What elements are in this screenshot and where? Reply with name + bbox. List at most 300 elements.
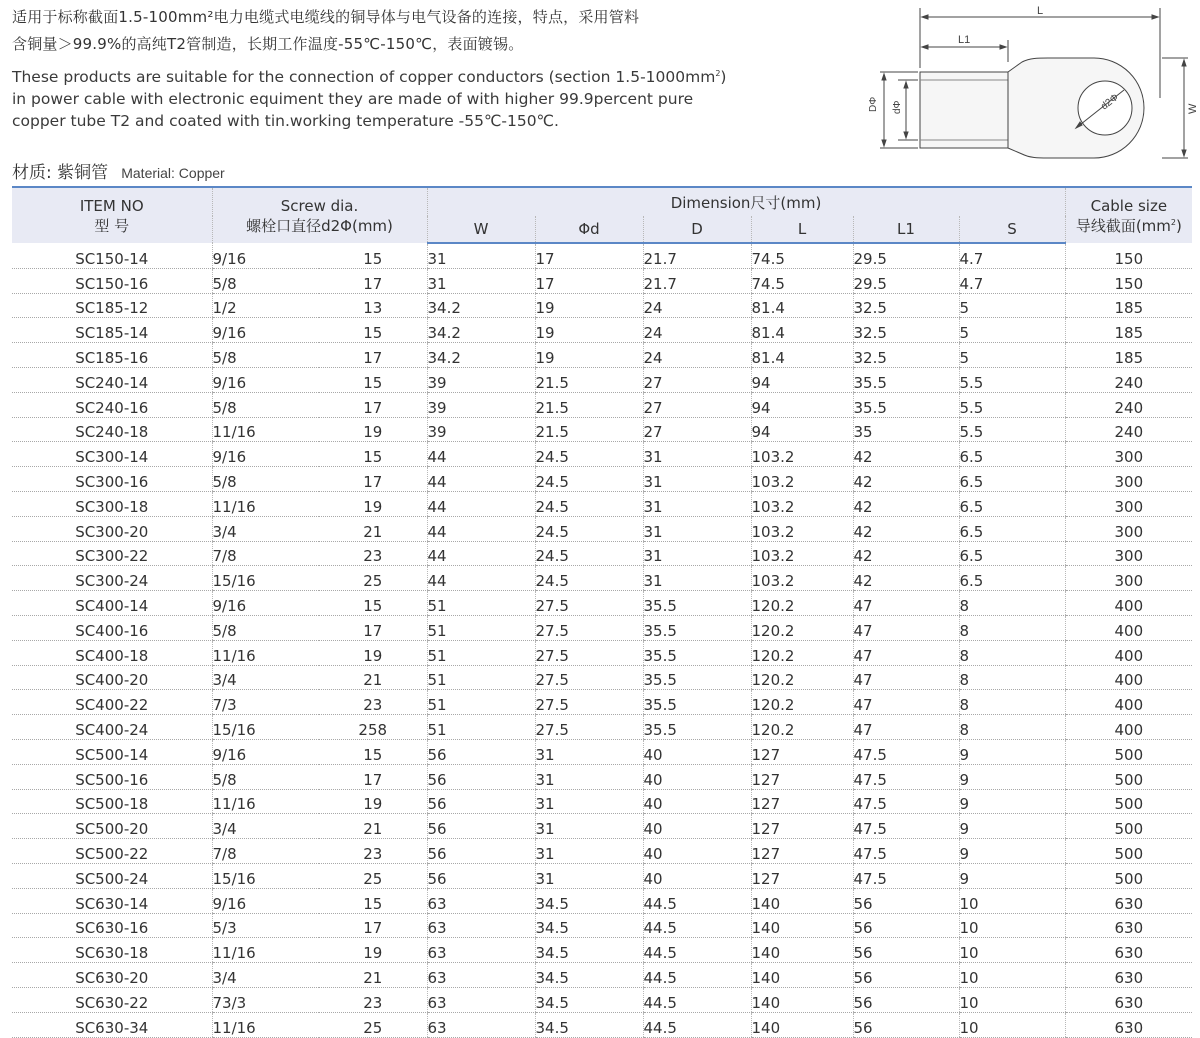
l-cell: 120.2	[751, 591, 853, 616]
intro-text	[12, 4, 812, 132]
cable-size-cell: 300	[1065, 516, 1192, 541]
s-cell: 8	[959, 640, 1065, 665]
table-row	[12, 839, 1192, 864]
l-cell: 120.2	[751, 715, 853, 740]
screw-mm-cell: 15	[319, 318, 427, 343]
l1-cell: 29.5	[853, 243, 959, 268]
w-cell: 44	[427, 541, 535, 566]
phi-d-cell: 31	[535, 739, 643, 764]
item-no-cell: SC150-16	[12, 268, 212, 293]
phi-d-cell: 31	[535, 789, 643, 814]
intro-en-line-1-sup: 2	[715, 68, 721, 78]
w-cell: 34.2	[427, 293, 535, 318]
l1-cell: 42	[853, 541, 959, 566]
w-cell: 44	[427, 566, 535, 591]
l-cell: 94	[751, 417, 853, 442]
l1-cell: 42	[853, 442, 959, 467]
l-cell: 127	[751, 863, 853, 888]
l-cell: 140	[751, 987, 853, 1012]
item-no-cell: SC400-16	[12, 615, 212, 640]
w-cell: 44	[427, 491, 535, 516]
d-cell: 31	[643, 491, 751, 516]
l1-cell: 42	[853, 516, 959, 541]
item-no-cell: SC300-20	[12, 516, 212, 541]
cable-size-cell: 500	[1065, 789, 1192, 814]
screw-inch-cell: 73/3	[212, 987, 319, 1012]
item-no-cell: SC500-20	[12, 814, 212, 839]
d-cell: 24	[643, 293, 751, 318]
screw-inch-cell: 7/8	[212, 839, 319, 864]
header-cable-size	[1065, 187, 1192, 243]
table-row	[12, 591, 1192, 616]
table-row	[12, 491, 1192, 516]
screw-mm-cell: 23	[319, 541, 427, 566]
cable-size-cell: 630	[1065, 1012, 1192, 1037]
table-row	[12, 640, 1192, 665]
phi-d-cell: 27.5	[535, 715, 643, 740]
header-cable-size-zh-close: )	[1175, 216, 1182, 235]
l1-cell: 56	[853, 913, 959, 938]
item-no-cell: SC240-14	[12, 367, 212, 392]
screw-mm-cell: 17	[319, 268, 427, 293]
screw-inch-cell: 9/16	[212, 888, 319, 913]
table-row	[12, 913, 1192, 938]
w-cell: 51	[427, 665, 535, 690]
d-cell: 27	[643, 367, 751, 392]
table-row	[12, 789, 1192, 814]
phi-d-cell: 17	[535, 268, 643, 293]
l1-cell: 32.5	[853, 293, 959, 318]
screw-inch-cell: 9/16	[212, 367, 319, 392]
phi-d-cell: 19	[535, 343, 643, 368]
screw-mm-cell: 21	[319, 963, 427, 988]
item-no-cell: SC150-14	[12, 243, 212, 268]
d-cell: 27	[643, 417, 751, 442]
s-cell: 6.5	[959, 442, 1065, 467]
phi-d-cell: 24.5	[535, 516, 643, 541]
screw-mm-cell: 25	[319, 1012, 427, 1037]
w-cell: 56	[427, 789, 535, 814]
phi-d-cell: 31	[535, 764, 643, 789]
screw-mm-cell: 21	[319, 665, 427, 690]
phi-d-cell: 31	[535, 863, 643, 888]
item-no-cell: SC300-24	[12, 566, 212, 591]
w-cell: 51	[427, 591, 535, 616]
screw-mm-cell: 25	[319, 863, 427, 888]
d-cell: 24	[643, 343, 751, 368]
cable-size-cell: 150	[1065, 268, 1192, 293]
phi-d-cell: 27.5	[535, 615, 643, 640]
l1-cell: 56	[853, 888, 959, 913]
cable-size-cell: 300	[1065, 467, 1192, 492]
header-item-no	[12, 187, 212, 243]
table-row	[12, 863, 1192, 888]
table-row	[12, 516, 1192, 541]
screw-mm-cell: 25	[319, 566, 427, 591]
header-cable-size-zh	[1066, 216, 1193, 236]
phi-d-cell: 34.5	[535, 1012, 643, 1037]
screw-inch-cell: 15/16	[212, 715, 319, 740]
w-cell: 63	[427, 987, 535, 1012]
cable-size-cell: 400	[1065, 591, 1192, 616]
screw-mm-cell: 13	[319, 293, 427, 318]
s-cell: 9	[959, 863, 1065, 888]
diagram-label-W: W	[1187, 103, 1199, 114]
l1-cell: 56	[853, 1012, 959, 1037]
intro-en-block	[12, 66, 812, 132]
screw-inch-cell: 3/4	[212, 665, 319, 690]
cable-size-cell: 400	[1065, 665, 1192, 690]
screw-mm-cell: 19	[319, 417, 427, 442]
l-cell: 74.5	[751, 243, 853, 268]
s-cell: 9	[959, 764, 1065, 789]
phi-d-cell: 21.5	[535, 417, 643, 442]
s-cell: 10	[959, 913, 1065, 938]
intro-zh-line-2: 含铜量＞99.9%的高纯T2管制造，长期工作温度-55℃-150℃，表面镀锡。	[12, 35, 524, 53]
l1-cell: 35.5	[853, 367, 959, 392]
screw-inch-cell: 15/16	[212, 566, 319, 591]
material-en: Material: Copper	[121, 165, 225, 181]
screw-mm-cell: 15	[319, 243, 427, 268]
w-cell: 39	[427, 417, 535, 442]
l-cell: 127	[751, 789, 853, 814]
w-cell: 44	[427, 516, 535, 541]
w-cell: 39	[427, 392, 535, 417]
phi-d-cell: 19	[535, 293, 643, 318]
screw-inch-cell: 11/16	[212, 640, 319, 665]
screw-inch-cell: 5/8	[212, 764, 319, 789]
screw-inch-cell: 9/16	[212, 442, 319, 467]
w-cell: 51	[427, 640, 535, 665]
l1-cell: 47.5	[853, 739, 959, 764]
d-cell: 40	[643, 839, 751, 864]
header-s: S	[959, 216, 1065, 243]
l1-cell: 47.5	[853, 764, 959, 789]
screw-inch-cell: 3/4	[212, 814, 319, 839]
l1-cell: 56	[853, 963, 959, 988]
phi-d-cell: 24.5	[535, 467, 643, 492]
phi-d-cell: 24.5	[535, 566, 643, 591]
l1-cell: 47	[853, 665, 959, 690]
l-cell: 103.2	[751, 442, 853, 467]
cable-size-cell: 400	[1065, 715, 1192, 740]
header-cable-size-zh-text: 导线截面(mm	[1075, 216, 1171, 235]
phi-d-cell: 31	[535, 814, 643, 839]
screw-mm-cell: 17	[319, 764, 427, 789]
table-row	[12, 243, 1192, 268]
phi-d-cell: 34.5	[535, 913, 643, 938]
cable-size-cell: 400	[1065, 640, 1192, 665]
screw-inch-cell: 11/16	[212, 491, 319, 516]
header-item-no-zh: 型 号	[94, 216, 130, 235]
table-row	[12, 814, 1192, 839]
d-cell: 24	[643, 318, 751, 343]
s-cell: 4.7	[959, 268, 1065, 293]
cable-size-cell: 500	[1065, 863, 1192, 888]
item-no-cell: SC500-24	[12, 863, 212, 888]
item-no-cell: SC300-22	[12, 541, 212, 566]
cable-size-cell: 630	[1065, 963, 1192, 988]
d-cell: 35.5	[643, 665, 751, 690]
l-cell: 140	[751, 913, 853, 938]
l-cell: 127	[751, 814, 853, 839]
d-cell: 44.5	[643, 913, 751, 938]
d-cell: 44.5	[643, 888, 751, 913]
l-cell: 103.2	[751, 566, 853, 591]
w-cell: 56	[427, 814, 535, 839]
item-no-cell: SC240-16	[12, 392, 212, 417]
header-screw-dia-zh: 螺栓口直径d2Φ(mm)	[246, 216, 393, 235]
table-row	[12, 318, 1192, 343]
l-cell: 81.4	[751, 293, 853, 318]
s-cell: 6.5	[959, 541, 1065, 566]
l-cell: 94	[751, 392, 853, 417]
header-item-no-en: ITEM NO	[79, 196, 144, 215]
w-cell: 51	[427, 615, 535, 640]
s-cell: 5	[959, 318, 1065, 343]
d-cell: 21.7	[643, 268, 751, 293]
l1-cell: 29.5	[853, 268, 959, 293]
l-cell: 103.2	[751, 467, 853, 492]
screw-inch-cell: 7/3	[212, 690, 319, 715]
item-no-cell: SC300-14	[12, 442, 212, 467]
item-no-cell: SC400-22	[12, 690, 212, 715]
cable-size-cell: 300	[1065, 442, 1192, 467]
d-cell: 35.5	[643, 640, 751, 665]
screw-inch-cell: 5/8	[212, 343, 319, 368]
screw-inch-cell: 15/16	[212, 863, 319, 888]
w-cell: 44	[427, 442, 535, 467]
cable-size-cell: 500	[1065, 764, 1192, 789]
d-cell: 31	[643, 467, 751, 492]
l1-cell: 56	[853, 938, 959, 963]
cable-size-cell: 185	[1065, 293, 1192, 318]
l-cell: 74.5	[751, 268, 853, 293]
intro-en-line-1-text: These products are suitable for the connection of copper conductors (section 1.5-1000mm	[12, 68, 716, 86]
table-row	[12, 293, 1192, 318]
item-no-cell: SC240-18	[12, 417, 212, 442]
diagram-label-L1: L1	[958, 34, 971, 46]
l-cell: 81.4	[751, 343, 853, 368]
intro-en-line-2: in power cable with electronic equiment they are made of with higher 99.9percent pure	[12, 90, 694, 108]
screw-inch-cell: 11/16	[212, 938, 319, 963]
screw-inch-cell: 3/4	[212, 963, 319, 988]
w-cell: 39	[427, 367, 535, 392]
l1-cell: 32.5	[853, 343, 959, 368]
phi-d-cell: 27.5	[535, 665, 643, 690]
screw-inch-cell: 9/16	[212, 591, 319, 616]
screw-mm-cell: 15	[319, 591, 427, 616]
l1-cell: 47	[853, 690, 959, 715]
d-cell: 40	[643, 863, 751, 888]
header-l: L	[751, 216, 853, 243]
d-cell: 44.5	[643, 987, 751, 1012]
d-cell: 40	[643, 764, 751, 789]
w-cell: 56	[427, 863, 535, 888]
screw-mm-cell: 17	[319, 615, 427, 640]
l-cell: 120.2	[751, 615, 853, 640]
table-row	[12, 367, 1192, 392]
screw-mm-cell: 17	[319, 343, 427, 368]
item-no-cell: SC630-34	[12, 1012, 212, 1037]
d-cell: 44.5	[643, 1012, 751, 1037]
intro-en-line-3: copper tube T2 and coated with tin.working temperature -55℃-150℃.	[12, 112, 559, 130]
w-cell: 63	[427, 1012, 535, 1037]
l-cell: 140	[751, 888, 853, 913]
d-cell: 31	[643, 516, 751, 541]
w-cell: 34.2	[427, 318, 535, 343]
l-cell: 127	[751, 739, 853, 764]
cable-size-cell: 500	[1065, 839, 1192, 864]
table-row	[12, 392, 1192, 417]
screw-inch-cell: 3/4	[212, 516, 319, 541]
l1-cell: 42	[853, 467, 959, 492]
screw-inch-cell: 5/8	[212, 268, 319, 293]
cable-size-cell: 630	[1065, 888, 1192, 913]
header-dimension: Dimension尺寸(mm)	[427, 187, 1065, 216]
w-cell: 56	[427, 739, 535, 764]
screw-mm-cell: 21	[319, 814, 427, 839]
table-row	[12, 541, 1192, 566]
item-no-cell: SC630-22	[12, 987, 212, 1012]
screw-inch-cell: 9/16	[212, 739, 319, 764]
diagram-label-D: DΦ	[868, 96, 879, 112]
screw-inch-cell: 5/8	[212, 392, 319, 417]
screw-mm-cell: 15	[319, 442, 427, 467]
header-cable-size-sup: 2	[1170, 217, 1176, 227]
d-cell: 35.5	[643, 715, 751, 740]
d-cell: 44.5	[643, 963, 751, 988]
s-cell: 10	[959, 1012, 1065, 1037]
table-row	[12, 665, 1192, 690]
s-cell: 10	[959, 938, 1065, 963]
item-no-cell: SC500-22	[12, 839, 212, 864]
table-row	[12, 938, 1192, 963]
l1-cell: 32.5	[853, 318, 959, 343]
phi-d-cell: 34.5	[535, 987, 643, 1012]
item-no-cell: SC630-14	[12, 888, 212, 913]
phi-d-cell: 21.5	[535, 367, 643, 392]
w-cell: 51	[427, 715, 535, 740]
screw-inch-cell: 5/3	[212, 913, 319, 938]
l1-cell: 47.5	[853, 863, 959, 888]
header-w: W	[427, 216, 535, 243]
item-no-cell: SC500-16	[12, 764, 212, 789]
s-cell: 9	[959, 814, 1065, 839]
l-cell: 140	[751, 1012, 853, 1037]
d-cell: 31	[643, 442, 751, 467]
table-row	[12, 467, 1192, 492]
screw-inch-cell: 11/16	[212, 1012, 319, 1037]
d-cell: 40	[643, 789, 751, 814]
w-cell: 63	[427, 913, 535, 938]
cable-lug-diagram	[862, 0, 1200, 168]
phi-d-cell: 34.5	[535, 963, 643, 988]
intro-en-line-1	[12, 66, 812, 88]
s-cell: 9	[959, 839, 1065, 864]
cable-size-cell: 240	[1065, 417, 1192, 442]
w-cell: 44	[427, 467, 535, 492]
w-cell: 63	[427, 888, 535, 913]
l-cell: 103.2	[751, 516, 853, 541]
l1-cell: 47.5	[853, 789, 959, 814]
l1-cell: 47	[853, 591, 959, 616]
item-no-cell: SC630-20	[12, 963, 212, 988]
s-cell: 10	[959, 963, 1065, 988]
header-screw-dia	[212, 187, 427, 243]
w-cell: 56	[427, 839, 535, 864]
header-phi-d: Φd	[535, 216, 643, 243]
item-no-cell: SC185-14	[12, 318, 212, 343]
s-cell: 5	[959, 343, 1065, 368]
screw-inch-cell: 7/8	[212, 541, 319, 566]
s-cell: 5.5	[959, 367, 1065, 392]
spec-table-body	[12, 243, 1192, 1037]
l1-cell: 47.5	[853, 814, 959, 839]
item-no-cell: SC500-18	[12, 789, 212, 814]
cable-size-cell: 630	[1065, 987, 1192, 1012]
l1-cell: 47.5	[853, 839, 959, 864]
table-row	[12, 615, 1192, 640]
d-cell: 40	[643, 814, 751, 839]
s-cell: 8	[959, 615, 1065, 640]
w-cell: 63	[427, 963, 535, 988]
d-cell: 35.5	[643, 690, 751, 715]
l1-cell: 42	[853, 566, 959, 591]
screw-inch-cell: 5/8	[212, 615, 319, 640]
screw-mm-cell: 19	[319, 938, 427, 963]
cable-size-cell: 300	[1065, 541, 1192, 566]
item-no-cell: SC300-16	[12, 467, 212, 492]
table-row	[12, 963, 1192, 988]
screw-inch-cell: 5/8	[212, 467, 319, 492]
screw-mm-cell: 23	[319, 839, 427, 864]
item-no-cell: SC400-20	[12, 665, 212, 690]
s-cell: 6.5	[959, 566, 1065, 591]
screw-inch-cell: 9/16	[212, 318, 319, 343]
screw-mm-cell: 23	[319, 987, 427, 1012]
d-cell: 35.5	[643, 615, 751, 640]
l1-cell: 35	[853, 417, 959, 442]
spec-table	[12, 186, 1192, 1038]
item-no-cell: SC300-18	[12, 491, 212, 516]
table-row	[12, 739, 1192, 764]
intro-zh-line-1: 适用于标称截面1.5-100mm²电力电缆式电缆线的铜导体与电气设备的连接，特点，采用管料	[12, 8, 640, 26]
screw-mm-cell: 17	[319, 467, 427, 492]
l1-cell: 42	[853, 491, 959, 516]
item-no-cell: SC185-12	[12, 293, 212, 318]
s-cell: 5	[959, 293, 1065, 318]
w-cell: 31	[427, 268, 535, 293]
table-row	[12, 268, 1192, 293]
cable-size-cell: 500	[1065, 814, 1192, 839]
s-cell: 6.5	[959, 467, 1065, 492]
l-cell: 103.2	[751, 491, 853, 516]
phi-d-cell: 27.5	[535, 591, 643, 616]
table-row	[12, 417, 1192, 442]
screw-mm-cell: 17	[319, 392, 427, 417]
diagram-label-d2: d2Φ	[1099, 91, 1121, 113]
screw-inch-cell: 9/16	[212, 243, 319, 268]
cable-size-cell: 150	[1065, 243, 1192, 268]
l-cell: 127	[751, 764, 853, 789]
l1-cell: 56	[853, 987, 959, 1012]
s-cell: 8	[959, 690, 1065, 715]
s-cell: 8	[959, 665, 1065, 690]
screw-mm-cell: 19	[319, 491, 427, 516]
cable-size-cell: 400	[1065, 615, 1192, 640]
item-no-cell: SC630-18	[12, 938, 212, 963]
